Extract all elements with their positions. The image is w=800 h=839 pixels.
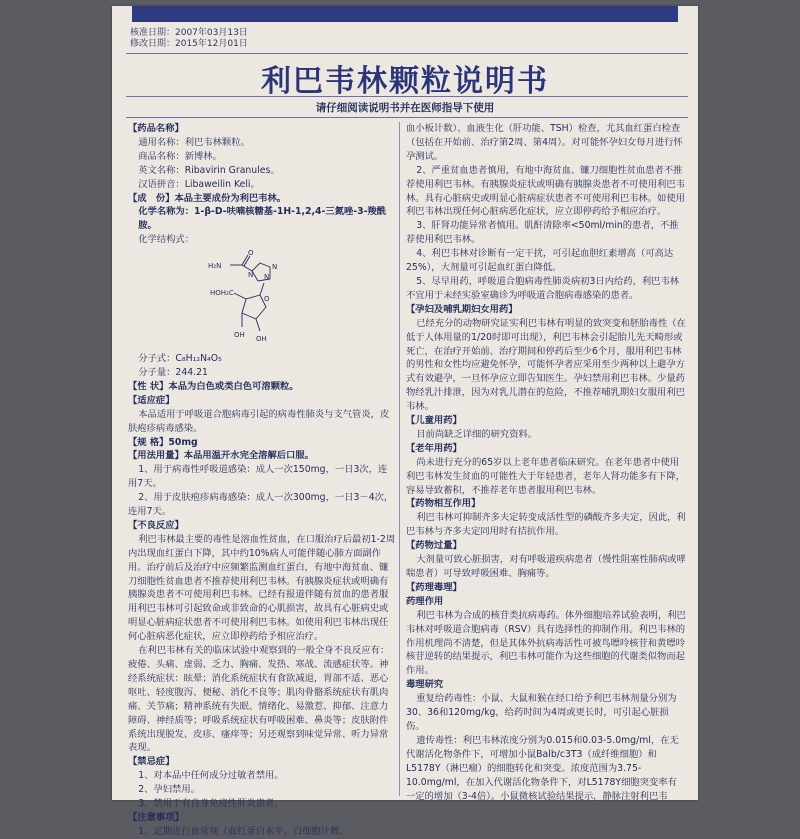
approve-date: 核准日期：2007年03月13日 (130, 28, 248, 38)
right-para: 【药物过量】 (406, 540, 462, 552)
left-column (128, 122, 396, 839)
right-para: 3、肝肾功能异常者慎用。肌酐清除率<50ml/min的患者，不推荐使用利巴韦林。 (406, 220, 679, 246)
right-para: 【儿童用药】 (406, 415, 462, 427)
left-para: 化学结构式： (138, 234, 195, 246)
left2-para: 分子量：244.21 (138, 366, 208, 378)
right-para: 血小板计数）、血液生化（肝功能、TSH）检查，尤其血红蛋白检查（包括在开始前、治疗第2周、第4周）。对可能怀孕妇女每月进行怀孕测试。 (406, 123, 683, 162)
left2-para: 1、对本品中任何成分过敏者禁用。 (138, 770, 284, 782)
document-subtitle: 请仔细阅读说明书并在医师指导下使用 (315, 102, 495, 114)
struct-ring-o: O (264, 295, 270, 304)
left-section-a (128, 122, 396, 247)
struct-oh1: OH (234, 331, 245, 340)
left-para: 【成 份】本品主要成份为利巴韦林。 (128, 192, 287, 204)
left2-para: 2、孕妇禁用。 (138, 784, 200, 796)
right-para: 已经充分的动物研究证实利巴韦林有明显的致突变和胚胎毒性（在低于人体用量的1/20时即可出现），利巴韦林会引起胎儿先天畸形或死亡，在治疗开始前、治疗期间和停药后至少6个月，服用利巴韦林的男性和女性均应避免怀孕，可能怀孕者应采用至少两种以上避孕方式有效避孕，一旦怀孕应立即告知医生。孕妇禁用利巴韦林。少量药物经乳汁排泄，因为对乳儿潜在的危险，不推荐哺乳期妇女服用利巴韦林。 (406, 317, 686, 413)
right-para: 毒理研究 (406, 679, 444, 691)
left-para: 化学名称为：1-β-D-呋喃核糖基-1H-1,2,4-三氮唑-3-羧酰胺。 (138, 206, 387, 232)
left2-para: 【适应症】 (128, 394, 175, 406)
left2-para: 【用法用量】本品用温开水完全溶解后口服。 (128, 450, 314, 462)
leaflet-sheet (112, 6, 698, 837)
divider-top (126, 53, 688, 54)
right-para: 【药物相互作用】 (406, 498, 481, 510)
left2-para: 【不良反应】 (128, 519, 184, 531)
revise-date: 修改日期：2015年12月01日 (130, 39, 248, 49)
right-para: 重复给药毒性：小鼠、大鼠和猴在经口给予利巴韦林剂量分别为30、36和120mg/kg，给药时间为4周或更长时，可引起心脏损伤。 (406, 693, 677, 732)
left2-para: 【禁忌症】 (128, 756, 175, 768)
left2-para: 【规 格】50mg (128, 436, 198, 448)
struct-n3: N (248, 271, 254, 280)
header-band (132, 6, 678, 22)
left-para: 【药品名称】 (128, 123, 184, 134)
left2-para: 1、定期进行血常规（血红蛋白水平、白细胞计数、 (138, 825, 349, 837)
right-para: 4、利巴韦林对诊断有一定干扰，可引起血胆红素增高（可高达25%），大剂量可引起血红蛋白降低。 (406, 248, 674, 274)
right-para: 利巴韦林为合成的核苷类抗病毒药。体外细胞培养试验表明，利巴韦林对呼吸道合胞病毒（RSV）具有选择性的抑制作用。利巴韦林的作用机理尚不清楚，但是其体外抗病毒活性可被鸟嘌呤核苷和黄嘌呤核苷逆转的结果提示，利巴韦林可能作为这些细胞的代谢类似物而起作用。 (406, 609, 686, 677)
right-para: 【孕妇及哺乳期妇女用药】 (406, 303, 518, 315)
divider-subtitle (126, 117, 688, 118)
left2-para: 利巴韦林最主要的毒性是溶血性贫血，在口服治疗后最初1-2周内出现血红蛋白下降，其中约10%病人可能伴随心肺方面副作用。治疗前后及治疗中应频繁监测血红蛋白，有地中海贫血、镰刀细胞性贫血患者不推荐使用利巴韦林。有胰腺炎症状或明确有胰腺炎患者不可使用利巴韦林。已经有报道伴随有贫血的患者服用利巴韦林可引起致命或非致命的心肌损害，故具有心脏病史或明显心脏病症状患者不可使用利巴韦林。如使用利巴韦林出现任何心脏病恶化症状，应立即停药给予相应治疗。 (128, 533, 396, 643)
right-para: 5、尽早用药，呼吸道合胞病毒性肺炎病初3日内给药，利巴韦林不宜用于未经实验室确诊为呼吸道合胞病毒感染的患者。 (406, 275, 680, 301)
right-para: 遗传毒性：利巴韦林浓度分别为0.015和0.03-5.0mg/ml，在无代谢活化物条件下，可增加小鼠Balb/c3T3（成纤维细胞）和L5178Y（淋巴瘤）的细胞转化和突变。浓度范围为3.75-10.0mg/ml，在加入代谢活化物条件下，对L5178Y细胞突变率有一定的增加（3-4倍）。小鼠微核试验结果提示，静脉注射利巴韦 (406, 734, 679, 802)
right-para: 【药理毒理】 (406, 581, 462, 593)
right-para: 大剂量可致心脏损害，对有呼吸道疾病患者（慢性阻塞性肺病或哮喘患者）可导致呼吸困难、胸痛等。 (406, 554, 686, 579)
right-column (406, 122, 686, 803)
struct-n1: N (272, 263, 278, 272)
left2-para: 本品适用于呼吸道合胞病毒引起的病毒性肺炎与支气管炎，皮肤疱疹病毒感染。 (128, 408, 390, 434)
struct-hoh2c: HOH₂C (210, 289, 234, 298)
left-para: 汉语拼音：Libaweilin Keli。 (138, 178, 260, 190)
left2-para: 2、用于皮肤疱疹病毒感染：成人一次300mg，一日3－4次，连用7天。 (128, 492, 394, 518)
left-para: 商品名称：新博林。 (138, 150, 222, 162)
date-block (130, 28, 248, 50)
struct-oh2: OH (256, 335, 267, 344)
document-title: 利巴韦林颗粒说明书 (261, 64, 549, 99)
struct-nh2: H₂N (208, 262, 222, 271)
left-para: 通用名称：利巴韦林颗粒。 (138, 136, 250, 148)
right-para: 目前尚缺乏详细的研究资料。 (416, 428, 538, 440)
column-separator (399, 122, 400, 796)
right-para: 2、严重贫血患者慎用，有地中海贫血、镰刀细胞性贫血患者不推荐使用利巴韦林。有胰腺炎症状或明确有胰腺炎患者不可使用利巴韦林。具有心脏病史或明显心脏病症状患者不可使用利巴韦林。如使用利巴韦林出现任何心脏病恶化症状，应立即停药给予相应治疗。 (406, 164, 685, 218)
right-para: 利巴韦林可抑制齐多夫定转变成活性型的磷酸齐多夫定，因此，利巴韦林与齐多夫定同用时有拮抗作用。 (406, 512, 686, 538)
left2-para: 分子式：C₈H₁₂N₄O₅ (138, 353, 222, 365)
left2-para: 【性 状】本品为白色或类白色可溶颗粒。 (128, 380, 299, 392)
left2-para: 3、禁用于有自身免疫性肝炎患者。 (138, 798, 284, 810)
left-section-b (128, 352, 396, 839)
left-para: 英文名称：Ribavirin Granules。 (138, 164, 280, 176)
right-para: 药理作用 (406, 595, 444, 607)
right-para: 【老年用药】 (406, 442, 462, 454)
struct-o: O (248, 249, 254, 258)
right-para: 尚未进行充分的65岁以上老年患者临床研究。在老年患者中使用利巴韦林发生贫血的可能性大于年轻患者，老年人肾功能多有下降，容易导致蓄积，不推荐老年患者服用利巴韦林。 (406, 456, 685, 496)
left2-para: 1、用于病毒性呼吸道感染：成人一次150mg，一日3次，连用7天。 (128, 464, 388, 490)
left2-para: 【注意事项】 (128, 811, 184, 823)
divider-title (126, 96, 688, 97)
struct-n2: N (264, 273, 270, 282)
left2-para: 在利巴韦林有关的临床试验中观察到的一般全身不良反应有：疲倦、头痛、虚弱、乏力、胸痛、发热、寒战、流感症状等。神经系统症状：眩晕；消化系统症状有食欲减退，胃部不适、恶心呕吐、轻度腹泻、便秘、消化不良等；肌肉骨骼系统症状有肌肉痛、关节痛；精神系统有失眠、情绪化、易激惹、抑郁、注意力障碍、神经质等；呼吸系统症状有呼吸困难、鼻炎等；皮肤附件系统出现脱发、皮疹、瘙痒等；另还观察到味觉异常、听力异常表现。 (128, 645, 390, 754)
chemical-structure (208, 249, 318, 347)
